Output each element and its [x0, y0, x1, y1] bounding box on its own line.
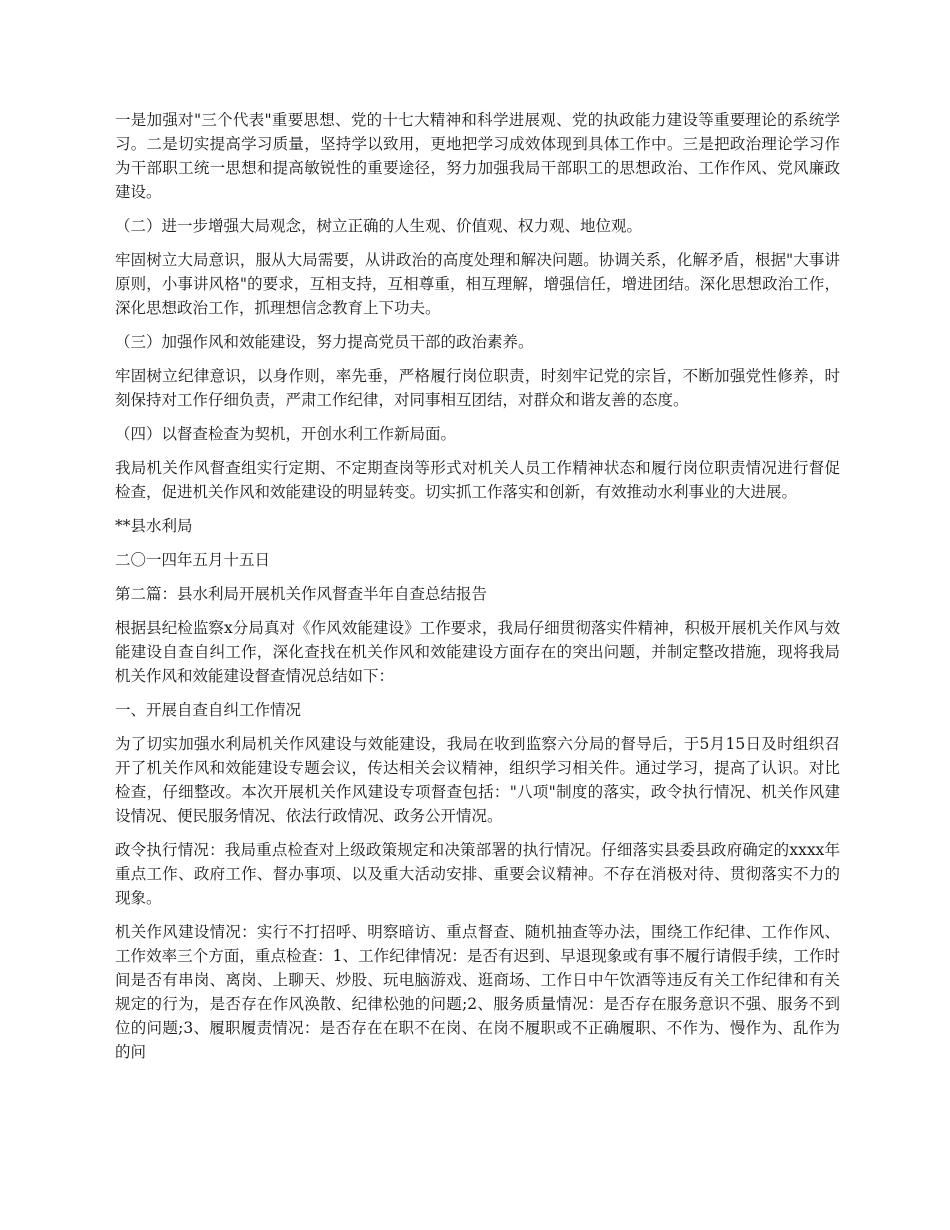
paragraph-study: 一是加强对"三个代表"重要思想、党的十七大精神和科学进展观、党的执政能力建设等重要理论的系统学习。二是切实提高学习质量，坚持学以致用，更地把学习成效体现到具体工作中。三是把政治理论学习作为干部职工统一思想和提高敏锐性的重要途径，努力加强我局干部职工的思想政治、工作作风、党风廉政建设。: [115, 111, 840, 201]
paragraph-work-style: 机关作风建设情况：实行不打招呼、明察暗访、重点督查、随机抽查等办法，围绕工作纪律、工作作风、工作效率三个方面，重点检查：1、工作纪律情况：是否有迟到、早退现象或有事不履行请假手续，工作时间是否有串岗、离岗、上聊天、炒股、玩电脑游戏、逛商场、工作日中午饮酒等违反有关工作纪律和有关规定的行为，是否存在作风涣散、纪律松弛的问题;2、服务质量情况：是否存在服务意识不强、服务不到位的问题;3、履职履责情况：是否存在在职不在岗、在岗不履职或不正确履职、不作为、慢作为、乱作为的问: [115, 923, 840, 1061]
heading-section-2: （二）进一步增强大局观念，树立正确的人生观、价值观、权力观、地位观。: [115, 217, 643, 235]
paragraph-inspection: 我局机关作风督查组实行定期、不定期查岗等形式对机关人员工作精神状态和履行岗位职责情况进行督促检查，促进机关作风和效能建设的明显转变。切实抓工作落实和创新，有效推动水利事业的大进展。: [115, 459, 840, 501]
heading-section-4: （四）以督查检查为契机，开创水利工作新局面。: [115, 425, 457, 443]
second-article-title: 第二篇：县水利局开展机关作风督查半年自查总结报告: [115, 585, 488, 603]
paragraph-discipline: 牢固树立纪律意识，以身作则，率先垂，严格履行岗位职责，时刻牢记党的宗旨，不断加强党性修养，时刻保持对工作仔细负责，严肃工作纪律，对同事相互团结，对群众和谐友善的态度。: [115, 367, 840, 409]
paragraph-big-picture: 牢固树立大局意识，服从大局需要，从讲政治的高度处理和解决问题。协调关系，化解矛盾，根据"大事讲原则，小事讲风格"的要求，互相支持，互相尊重，相互理解，增强信任，增进团结。深化思想政治工作，深化思想政治工作，抓理想信念教育上下功夫。: [115, 251, 840, 317]
heading-section-3: （三）加强作风和效能建设，努力提高党员干部的政治素养。: [115, 333, 534, 351]
paragraph-policy-execution: 政令执行情况：我局重点检查对上级政策规定和决策部署的执行情况。仔细落实县委县政府确定的xxxx年重点工作、政府工作、督办事项、以及重大活动安排、重要会议精神。不存在消极对待、贯彻落实不力的现象。: [115, 841, 840, 907]
document-page: [115, 108, 840, 1074]
heading-part-1: 一、开展自查自纠工作情况: [115, 701, 302, 719]
paragraph-self-check: 为了切实加强水利局机关作风建设与效能建设，我局在收到监察六分局的督导后，于5月15日及时组织召开了机关作风和效能建设专题会议，传达相关会议精神，组织学习相关件。通过学习，提高了认识。对比检查，仔细整改。本次开展机关作风建设专项督查包括："八项"制度的落实，政令执行情况、机关作风建设情况、便民服务情况、依法行政情况、政务公开情况。: [115, 735, 840, 825]
paragraph-intro: 根据县纪检监察x分局真对《作风效能建设》工作要求，我局仔细贯彻落实件精神，积极开展机关作风与效能建设自查自纠工作，深化查找在机关作风和效能建设方面存在的突出问题，并制定整改措施，现将我局机关作风和效能建设督查情况总结如下：: [115, 619, 840, 685]
signature-date: 二〇一四年五月十五日: [115, 551, 271, 569]
signature-organization: **县水利局: [115, 517, 193, 535]
